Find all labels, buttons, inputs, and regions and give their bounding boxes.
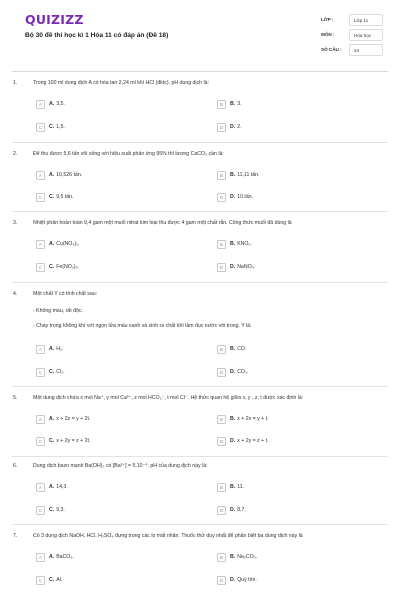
option-box: D [217, 506, 226, 515]
option-text: 11. [237, 484, 245, 490]
option-box: C [36, 123, 45, 132]
worksheet-title: Bộ 30 đề thi học kì 1 Hóa 11 có đáp án (Đề 18) [25, 32, 169, 39]
option-d[interactable] [217, 505, 246, 515]
option-c[interactable] [36, 122, 65, 132]
option-b[interactable] [217, 414, 268, 424]
option-box: A [36, 483, 45, 492]
option-text: 3,5. [56, 101, 65, 107]
option-b[interactable] [217, 99, 242, 109]
question-divider [12, 211, 388, 212]
question-number: 3. [13, 220, 18, 226]
option-text: x + 2z = y + 2t. [56, 416, 91, 422]
option-box: C [36, 437, 45, 446]
option-text: z + 2x = y + t. [237, 416, 269, 422]
option-a[interactable] [36, 99, 65, 109]
option-b[interactable] [217, 482, 244, 492]
option-letter: C. [49, 577, 55, 583]
option-c[interactable] [36, 575, 62, 585]
option-text: CO₂. [237, 369, 249, 375]
option-box: D [217, 123, 226, 132]
option-text: Cu(NO₃)₂. [56, 241, 80, 247]
option-box: B [217, 240, 226, 249]
option-letter: B. [230, 172, 236, 178]
option-box: D [217, 437, 226, 446]
option-box: D [217, 368, 226, 377]
option-letter: B. [230, 416, 236, 422]
option-letter: D. [230, 124, 236, 130]
option-letter: A. [49, 554, 55, 560]
option-a[interactable] [36, 170, 82, 180]
option-d[interactable] [217, 192, 253, 202]
question-text: Để thu được 5,6 tấn vôi sống với hiệu suất phản ứng 95% thì lượng CaCO₃ cần là: [33, 151, 224, 157]
option-text: 14,3. [56, 484, 68, 490]
option-box: A [36, 240, 45, 249]
option-box: A [36, 345, 45, 354]
option-text: 10,526 tấn. [56, 172, 83, 178]
option-text: 3. [237, 101, 242, 107]
option-a[interactable] [36, 482, 68, 492]
option-letter: C. [49, 369, 55, 375]
question-divider [12, 282, 388, 283]
option-letter: A. [49, 484, 55, 490]
meta-row-subject [321, 27, 383, 42]
option-box: B [217, 415, 226, 424]
option-box: A [36, 171, 45, 180]
question-divider [12, 386, 388, 387]
option-box: A [36, 553, 45, 562]
option-d[interactable] [217, 122, 242, 132]
option-c[interactable] [36, 436, 90, 446]
option-box: D [217, 576, 226, 585]
question-line: - Cháy trong không khí với ngọn lửa màu xanh và sinh ra chất khí làm đục nước vôi trong. Y là: [33, 323, 252, 329]
option-d[interactable] [217, 367, 248, 377]
option-b[interactable] [217, 239, 252, 249]
quizizz-logo: QUIZIZZ [25, 12, 84, 27]
option-letter: D. [230, 577, 236, 583]
option-letter: C. [49, 264, 55, 270]
option-b[interactable] [217, 552, 257, 562]
option-text: CO. [237, 346, 247, 352]
question-line: - Không màu, rất độc. [33, 308, 83, 314]
option-letter: D. [230, 264, 236, 270]
meta-row-class [321, 12, 383, 27]
option-letter: C. [49, 507, 55, 513]
option-a[interactable] [36, 552, 74, 562]
question-number: 1. [13, 80, 18, 86]
question-text: Dung dịch bazo mạnh Ba(OH)₂ có [Ba²⁺] = 5.10⁻⁴. pH của dung dịch này là: [33, 463, 208, 469]
option-letter: B. [230, 101, 236, 107]
option-letter: B. [230, 554, 236, 560]
option-text: Quỳ tím. [237, 577, 257, 583]
option-text: H₂. [56, 346, 64, 352]
option-d[interactable] [217, 436, 268, 446]
meta-label: SỐ CÂU : [321, 47, 342, 52]
question-number: 7. [13, 533, 18, 539]
option-letter: D. [230, 369, 236, 375]
option-letter: D. [230, 507, 236, 513]
question-text: Nhiệt phân hoàn toàn 9,4 gam một muối nitrat kim loại thu được 4 gam một chất rắn. Công thức muối đã dùng là [33, 220, 292, 226]
option-letter: B. [230, 346, 236, 352]
meta-panel [321, 12, 383, 57]
option-letter: A. [49, 346, 55, 352]
option-c[interactable] [36, 367, 65, 377]
worksheet-header [12, 0, 388, 72]
meta-value: Lớp 11 [349, 14, 383, 26]
option-letter: A. [49, 172, 55, 178]
option-box: C [36, 263, 45, 272]
option-box: D [217, 193, 226, 202]
option-c[interactable] [36, 192, 74, 202]
option-text: x + 2y = z + t. [237, 438, 269, 444]
meta-label: LỚP : [321, 17, 334, 22]
option-b[interactable] [217, 170, 260, 180]
option-text: KNO₃. [237, 241, 252, 247]
question-text: Một dung dịch chứa x mol Na⁺, y mol Ca²⁺, z mol HCO₃⁻, t mol Cl⁻. Hệ thức quan hệ giữa x, y , z, t được xác định là: [33, 395, 304, 401]
meta-label: MÔN : [321, 32, 335, 37]
option-b[interactable] [217, 344, 246, 354]
option-text: 1,5. [56, 124, 65, 130]
option-text: x + 2y = z + 2t. [56, 438, 91, 444]
option-text: Al. [56, 577, 63, 583]
option-text: 9,3. [56, 507, 65, 513]
option-box: B [217, 553, 226, 562]
option-letter: B. [230, 484, 236, 490]
option-letter: D. [230, 194, 236, 200]
meta-row-count [321, 42, 383, 57]
question-number: 6. [13, 463, 18, 469]
option-text: BaCO₃. [56, 554, 74, 560]
question-text: Trong 100 ml dung dịch A có hòa tan 2,24 ml khí HCl (đktc). pH dung dịch là: [33, 80, 209, 86]
question-number: 4. [13, 291, 18, 297]
option-box: C [36, 576, 45, 585]
option-a[interactable] [36, 239, 80, 249]
question-number: 2. [13, 151, 18, 157]
option-text: NaNO₃. [237, 264, 256, 270]
option-text: Cl₂. [56, 369, 65, 375]
option-box: B [217, 171, 226, 180]
option-box: A [36, 415, 45, 424]
option-c[interactable] [36, 262, 79, 272]
question-divider [12, 142, 388, 143]
option-d[interactable] [217, 262, 255, 272]
question-divider [12, 524, 388, 525]
option-box: B [217, 100, 226, 109]
option-letter: C. [49, 194, 55, 200]
question-divider [12, 456, 388, 457]
option-letter: C. [49, 124, 55, 130]
option-text: Fe(NO₃)₃. [56, 264, 80, 270]
meta-value: 24 [349, 44, 383, 56]
question-text: Có 3 dung dịch NaOH, HCl, H₂SO₄ đựng trong các lọ mất nhãn. Thuốc thử duy nhất để phân biệt ba dung dịch này là [33, 533, 303, 539]
meta-value: Hóa học [349, 29, 383, 41]
option-letter: D. [230, 438, 236, 444]
option-letter: A. [49, 416, 55, 422]
option-box: C [36, 368, 45, 377]
option-box: D [217, 263, 226, 272]
option-box: A [36, 100, 45, 109]
option-letter: A. [49, 241, 55, 247]
option-letter: C. [49, 438, 55, 444]
option-c[interactable] [36, 505, 65, 515]
option-box: C [36, 506, 45, 515]
option-text: 8,7. [237, 507, 246, 513]
option-text: Na₂CO₃. [237, 554, 258, 560]
option-box: B [217, 483, 226, 492]
option-letter: A. [49, 101, 55, 107]
option-text: 10 tấn. [237, 194, 254, 200]
question-text: Một chất Y có tính chất sau: [33, 291, 98, 297]
question-number: 5. [13, 395, 18, 401]
option-text: 11,11 tấn. [237, 172, 260, 178]
option-letter: B. [230, 241, 236, 247]
option-text: 2. [237, 124, 242, 130]
option-a[interactable] [36, 344, 63, 354]
option-d[interactable] [217, 575, 257, 585]
option-box: C [36, 193, 45, 202]
option-a[interactable] [36, 414, 90, 424]
option-text: 9,5 tấn. [56, 194, 74, 200]
option-box: B [217, 345, 226, 354]
